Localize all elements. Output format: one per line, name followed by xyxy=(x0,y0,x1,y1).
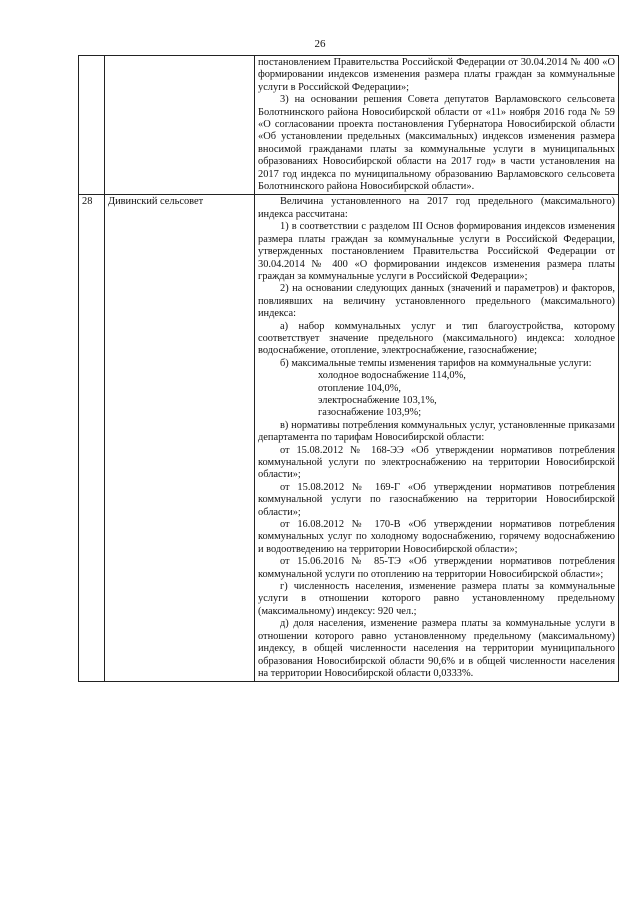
row-number-cell xyxy=(79,56,105,195)
paragraph: от 15.08.2012 № 168-ЭЭ «Об утверждении нормативов потребления коммунальной услуги по электроснабжению на территории Новосибирской области»; xyxy=(258,444,615,481)
tariff-line: газоснабжение 103,9%; xyxy=(318,407,422,419)
paragraph: б) максимальные темпы изменения тарифов на коммунальные услуги: xyxy=(280,357,592,369)
paragraph: постановлением Правительства Российской Федерации от 30.04.2014 № 400 «О формировании индексов изменения размера платы граждан за коммунальные услуги в Российской Федерации»; xyxy=(258,57,615,93)
paragraph: от 15.08.2012 № 169-Г «Об утверждении нормативов потребления коммунальной услуги по газоснабжению на территории Новосибирской области»; xyxy=(258,481,615,518)
table-row xyxy=(79,56,619,195)
table-row xyxy=(79,195,619,682)
paragraph: 3) на основании решения Совета депутатов Варламовского сельсовета Болотнинского района Новосибирской области от «11» ноября 2016 года № 59 «О согласовании проекта постановления Губернатора Новосибирской области «Об установлении предельных (максимальных) индексов изменения размера вносимой гражданами платы за коммунальные услуги в муниципальных образованиях Новосибирской области на 2017 год» в части установления на 2017 год индекса по муниципальному образованию Варламовского сельсовета Болотнинского района Новосибирской области». xyxy=(258,94,615,193)
paragraph: г) численность населения, изменение размера платы за коммунальные услуги в отношении которого равно установленному предельному (максимальному) индексу: 920 чел.; xyxy=(258,581,615,617)
tariff-line: электроснабжение 103,1%, xyxy=(318,394,437,406)
row-number-cell: 28 xyxy=(79,195,105,682)
paragraph: в) нормативы потребления коммунальных услуг, установленные приказами департамента по тарифам Новосибирской области: xyxy=(258,419,615,444)
document-table xyxy=(78,55,619,682)
paragraph: д) доля населения, изменение размера платы за коммунальные услуги в отношении которого равно установленному предельному (максимальному) индексу, в общей численности населения на территории муниципального образования Новосибирской области 90,6% и в общей численности населения на территории Новосибирской области 0,0333%. xyxy=(258,618,615,679)
municipality-name-cell xyxy=(105,56,255,195)
description-cell xyxy=(255,56,619,195)
tariff-line: холодное водоснабжение 114,0%, xyxy=(318,370,466,382)
paragraph: 1) в соответствии с разделом III Основ формирования индексов изменения размера платы граждан за коммунальные услуги в Российской Федерации, утвержденных постановлением Правительства Российской Федерации от 30.04.2014 № 400 «О формировании индексов изменения размера платы граждан за коммунальные услуги в Российской Федерации»; xyxy=(258,221,615,282)
tariff-line: отопление 104,0%, xyxy=(318,382,401,394)
paragraph: 2) на основании следующих данных (значений и параметров) и факторов, повлиявших на величину установленного предельного (максимального) индекса: xyxy=(258,283,615,320)
municipality-name-cell: Дивинский сельсовет xyxy=(105,195,255,682)
paragraph: от 16.08.2012 № 170-В «Об утверждении нормативов потребления коммунальных услуг по холодному водоснабжению, горячему водоснабжению и водоотведению на территории Новосибирской области»; xyxy=(258,519,615,555)
page-number: 26 xyxy=(314,38,326,50)
paragraph: от 15.06.2016 № 85-ТЭ «Об утверждении нормативов потребления коммунальной услуги по отоплению на территории Новосибирской области»; xyxy=(258,556,615,580)
paragraph: Величина установленного на 2017 год предельного (максимального) индекса рассчитана: xyxy=(258,196,615,220)
paragraph: а) набор коммунальных услуг и тип благоустройства, которому соответствует значение предельного (максимального) индекса: холодное водоснабжение, отопление, электроснабжение, газоснабжение; xyxy=(258,320,615,357)
description-cell xyxy=(255,195,619,682)
